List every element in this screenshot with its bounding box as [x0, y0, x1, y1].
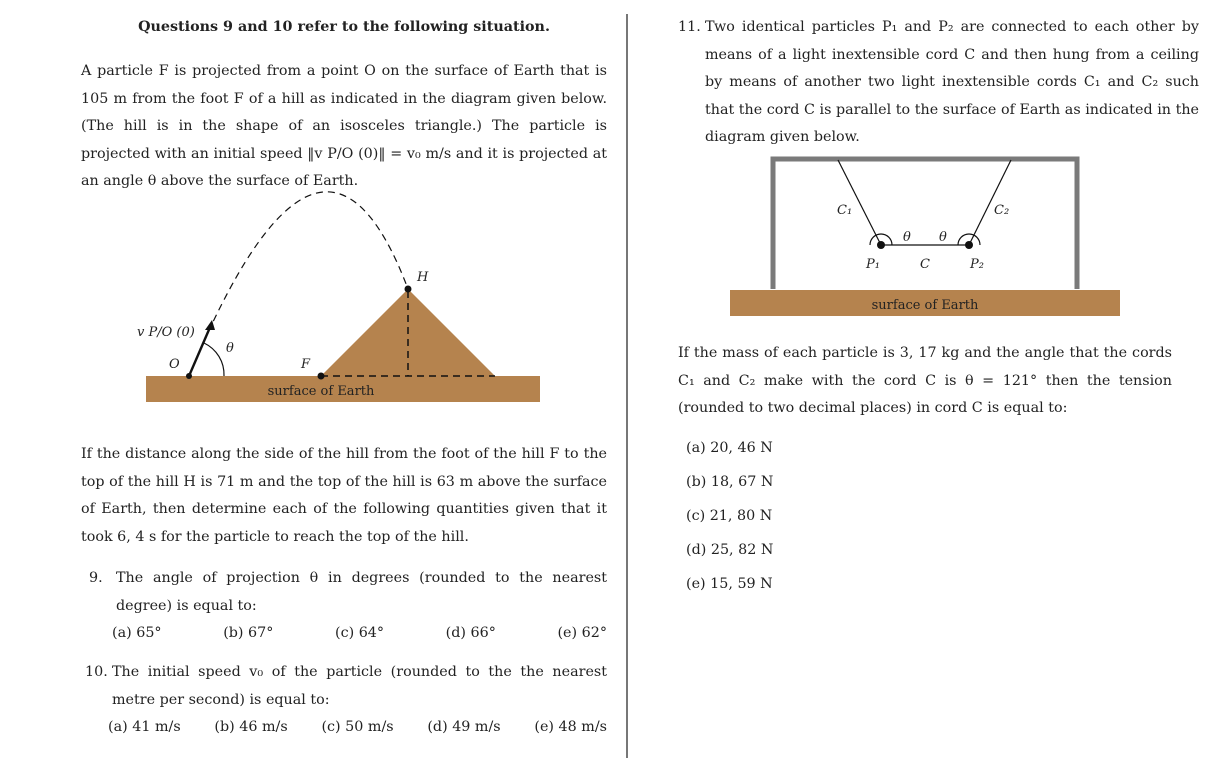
- point-f-label: F: [301, 357, 311, 372]
- q10-option-e[interactable]: (e) 48 m/s: [534, 719, 607, 735]
- theta-arc: [204, 343, 224, 376]
- column-divider: [626, 14, 628, 758]
- question-9-number: 9.: [89, 570, 103, 586]
- c1-label: C₁: [837, 203, 853, 218]
- point-h-label: H: [417, 270, 429, 285]
- questions-header: Questions 9 and 10 refer to the following situation.: [138, 19, 550, 35]
- p2-label: P₂: [970, 257, 984, 272]
- p1-label: P₁: [866, 257, 880, 272]
- question-10-options: [85, 714, 607, 740]
- theta-right-label: θ: [939, 230, 947, 245]
- projectile-diagram: [81, 0, 607, 420]
- c-label: C: [920, 257, 930, 272]
- question-10: [85, 659, 607, 740]
- q11-option-e[interactable]: (e) 15, 59 N: [686, 576, 773, 592]
- point-h-dot: [405, 286, 412, 293]
- q11-option-d[interactable]: (d) 25, 82 N: [686, 542, 774, 558]
- q9-option-c[interactable]: (c) 64°: [335, 625, 385, 641]
- point-o-label: O: [169, 357, 180, 372]
- q10-option-a[interactable]: (a) 41 m/s: [108, 719, 181, 735]
- question-10-body: The initial speed v₀ of the particle (rounded to the the nearest metre per second) is equal to:: [112, 664, 607, 708]
- question-11-options: [686, 436, 773, 606]
- question-9-body: The angle of projection θ in degrees (rounded to the nearest degree) is equal to:: [116, 570, 607, 614]
- theta-left-label: θ: [903, 230, 911, 245]
- particle-p2-dot: [965, 241, 973, 249]
- question-9-text: [89, 565, 607, 620]
- q10-option-c[interactable]: (c) 50 m/s: [321, 719, 394, 735]
- surface-label: surface of Earth: [267, 384, 375, 399]
- particle-p1-dot: [877, 241, 885, 249]
- question-9: [89, 565, 607, 646]
- point-o-dot: [186, 373, 192, 379]
- question-11-number: 11.: [678, 19, 701, 35]
- question-10-number: 10.: [85, 664, 108, 680]
- q9-option-d[interactable]: (d) 66°: [445, 625, 496, 641]
- q11-option-c[interactable]: (c) 21, 80 N: [686, 508, 773, 524]
- velocity-label: v P/O (0): [137, 325, 195, 340]
- point-f-dot: [318, 373, 325, 380]
- theta-label: θ: [226, 341, 234, 356]
- q11-option-a[interactable]: (a) 20, 46 N: [686, 440, 773, 456]
- hill-paragraph: If the distance along the side of the hill from the foot of the hill F to the top of the hill H is 71 m and the top of the hill is 63 m above the surface of Earth, then determine each of the following quantities given that it took 6, 4 s for the particle to reach the top of the hill.: [81, 446, 607, 545]
- q11-option-b[interactable]: (b) 18, 67 N: [686, 474, 774, 490]
- q10-option-d[interactable]: (d) 49 m/s: [427, 719, 501, 735]
- question-11-body: Two identical particles P₁ and P₂ are connected to each other by means of a light inextensible cord C and then hung from a ceiling by means of another two light inextensible cords C₁ and C₂ such that the cord C is parallel to the surface of Earth as indicated in the diagram given below.: [705, 19, 1199, 145]
- surface-label-2: surface of Earth: [871, 298, 979, 313]
- question-11-continued: If the mass of each particle is 3, 17 kg and the angle that the cords C₁ and C₂ make with the cord C is θ = 121° then the tension (rounded to two decimal places) in cord C is equal to:: [678, 345, 1172, 416]
- question-9-options: [89, 620, 607, 646]
- q9-option-a[interactable]: (a) 65°: [112, 625, 162, 641]
- question-10-text: [85, 659, 607, 714]
- q9-option-e[interactable]: (e) 62°: [557, 625, 607, 641]
- velocity-arrowhead: [205, 320, 215, 330]
- q9-option-b[interactable]: (b) 67°: [223, 625, 274, 641]
- c2-label: C₂: [994, 203, 1010, 218]
- intro-paragraph: A particle F is projected from a point O on the surface of Earth that is 105 m from the foot F of a hill as indicated in the diagram given below. (The hill is in the shape of an isosceles triangle.) The particle is projected with an initial speed ‖v P/O (0)‖ = v₀ m/s and it is projected at an angle θ above the surface of Earth.: [81, 63, 607, 189]
- cords-diagram: [678, 0, 1172, 330]
- q10-option-b[interactable]: (b) 46 m/s: [214, 719, 288, 735]
